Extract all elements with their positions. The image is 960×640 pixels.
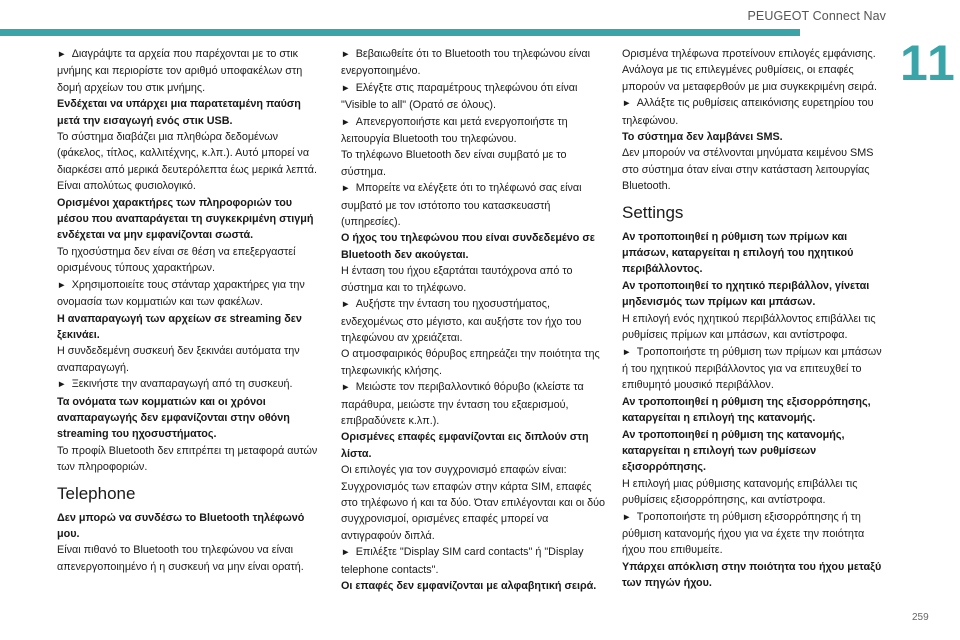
instruction-item: ► Μπορείτε να ελέγξετε ότι το τηλέφωνό σας είναι συμβατό με τον ιστότοπο του κατασκευαστή (υπηρεσίες). (341, 180, 609, 230)
question-text: Δεν μπορώ να συνδέσω το Bluetooth τηλέφωνό μου. (57, 511, 305, 540)
instruction-item: ► Βεβαιωθείτε ότι το Bluetooth του τηλεφώνου είναι ενεργοποιημένο. (341, 46, 609, 80)
question-text: Αν τροποποιηθεί η ρύθμιση της εξισορρόπησης, καταργείται η επιλογή της κατανομής. (622, 395, 871, 425)
column-1 (57, 46, 319, 575)
instruction-item: ► Επιλέξτε "Display SIM card contacts" ή "Display telephone contacts". (341, 544, 609, 578)
body-text: Το σύστημα διαβάζει μια πληθώρα δεδομένων (φάκελος, τίτλος, καλλιτέχνης, κ.λπ.). Αυτό μπορεί να διαρκέσει από μερικά δευτερόλεπτα έως μερικά λεπτά. (57, 131, 317, 176)
question-text: Το σύστημα δεν λαμβάνει SMS. (622, 131, 783, 144)
body-text: Η επιλογή μιας ρύθμισης κατανομής επιβάλλει τις ρυθμίσεις εξισορρόπησης, και αντίστροφα. (622, 477, 858, 507)
body-text: Η ένταση του ήχου εξαρτάται ταυτόχρονα από το σύστημα και το τηλέφωνο. (341, 265, 573, 294)
body-text: Ορισμένα τηλέφωνα προτείνουν επιλογές εμφάνισης. Ανάλογα με τις επιλεγμένες ρυθμίσεις, οι επαφές μπορούν να μεταφερθούν με μια συγκεκριμένη σειρά. (622, 48, 877, 93)
question-text: Ορισμένες επαφές εμφανίζονται εις διπλούν στη λίστα. (341, 431, 589, 460)
chapter-number: 11 (900, 35, 957, 91)
instruction-item: ► Αλλάξτε τις ρυθμίσεις απεικόνισης ευρετηρίου του τηλεφώνου. (622, 95, 884, 129)
instruction-item: ► Χρησιμοποιείτε τους στάνταρ χαρακτήρες για την ονομασία των κομματιών και των φακέλων. (57, 277, 319, 311)
body-text: Είναι απολύτως φυσιολογικό. (57, 180, 196, 193)
question-text: Τα ονόματα των κομματιών και οι χρόνοι αναπαραγωγής δεν εμφανίζονται στην οθόνη streaming του ηχοσυστήματος. (57, 395, 290, 441)
body-text: Δεν μπορούν να στέλνονται μηνύματα κειμένου SMS στο σύστημα όταν είναι στην κατάσταση λειτουργίας Bluetooth. (622, 147, 874, 193)
question-text: Ορισμένοι χαρακτήρες των πληροφοριών του μέσου που αναπαράγεται τη συγκεκριμένη στιγμή ενδέχεται να μην εμφανίζονται σωστά. (57, 196, 314, 242)
section-heading: Settings (622, 202, 684, 222)
body-text: Είναι πιθανό το Bluetooth του τηλεφώνου να είναι απενεργοποιημένο ή η συσκευή να μην είναι ορατή. (57, 544, 304, 573)
instruction-item: ► Αυξήστε την ένταση του ηχοσυστήματος, ενδεχομένως στο μέγιστο, και αυξήστε τον ήχο του τηλεφώνου αν χρειάζεται. (341, 296, 609, 346)
body-text: Οι επιλογές για τον συγχρονισμό επαφών είναι: Συγχρονισμός των επαφών στην κάρτα SIM, επαφές στο τηλέφωνο ή και τα δύο. Όταν επιλέγονται και οι δύο συγχρονισμοί, ορισμένες επαφές μπορεί να αντιγραφούν διπλά. (341, 464, 606, 542)
instruction-item: ► Ξεκινήστε την αναπαραγωγή από τη συσκευή. (57, 376, 319, 393)
question-text: Οι επαφές δεν εμφανίζονται με αλφαβητική σειρά. (341, 580, 597, 592)
body-text: Ο ατμοσφαιρικός θόρυβος επηρεάζει την ποιότητα της τηλεφωνικής κλήσης. (341, 348, 600, 377)
body-text: Το τηλέφωνο Bluetooth δεν είναι συμβατό με το σύστημα. (341, 149, 567, 178)
page-number: 259 (912, 612, 929, 623)
section-heading: Telephone (57, 483, 136, 503)
question-text: Ο ήχος του τηλεφώνου που είναι συνδεδεμένο σε Bluetooth δεν ακούγεται. (341, 232, 595, 261)
question-text: Αν τροποποιηθεί το ηχητικό περιβάλλον, γίνεται μηδενισμός των πρίμων και μπάσων. (622, 279, 870, 309)
instruction-item: ► Τροποποιήστε τη ρύθμιση των πρίμων και μπάσων ή του ηχητικού περιβάλλοντος για να επιτευχθεί το επιθυμητό μουσικό περιβάλλον. (622, 344, 884, 394)
body-text: Η συνδεδεμένη συσκευή δεν ξεκινάει αυτόματα την αναπαραγωγή. (57, 345, 300, 374)
instruction-item: ► Απενεργοποιήστε και μετά ενεργοποιήστε τη λειτουργία Bluetooth του τηλεφώνου. (341, 114, 609, 148)
header-accent-bar (0, 29, 800, 36)
question-text: Αν τροποποιηθεί η ρύθμιση της κατανομής, καταργείται η επιλογή των ρυθμίσεων εξισορρόπησης. (622, 428, 845, 474)
column-2 (341, 46, 609, 594)
header-title: PEUGEOT Connect Nav (747, 9, 886, 23)
instruction-item: ► Διαγράψτε τα αρχεία που παρέχονται με το στικ μνήμης και περιορίστε τον αριθμό υποφακέλων στη δομή αρχείων του στικ μνήμης. (57, 46, 319, 96)
question-text: Ενδέχεται να υπάρχει μια παρατεταμένη παύση μετά την εισαγωγή ενός στικ USB. (57, 98, 301, 127)
instruction-item: ► Μειώστε τον περιβαλλοντικό θόρυβο (κλείστε τα παράθυρα, μειώστε την ένταση του εξαερισμού, επιβραδύνετε κ.λπ.). (341, 379, 609, 429)
instruction-item: ► Τροποποιήστε τη ρύθμιση εξισορρόπησης ή τη ρύθμιση κατανομής ήχου για να έχετε την ποιότητα ήχου που επιθυμείτε. (622, 509, 884, 559)
body-text: Το ηχοσύστημα δεν είναι σε θέση να επεξεργαστεί ορισμένους τύπους χαρακτήρων. (57, 245, 296, 275)
question-text: Η αναπαραγωγή των αρχείων σε streaming δεν ξεκινάει. (57, 312, 302, 341)
body-text: Το προφίλ Bluetooth δεν επιτρέπει τη μεταφορά αυτών των πληροφοριών. (57, 444, 318, 474)
body-text: Η επιλογή ενός ηχητικού περιβάλλοντος επιβάλλει τις ρυθμίσεις πρίμων και μπάσων, και αντίστροφα. (622, 312, 876, 342)
instruction-item: ► Ελέγξτε στις παραμέτρους τηλεφώνου ότι είναι "Visible to all" (Ορατό σε όλους). (341, 80, 609, 114)
question-text: Υπάρχει απόκλιση στην ποιότητα του ήχου μεταξύ των πηγών ήχου. (622, 560, 882, 590)
column-3 (622, 46, 884, 592)
question-text: Αν τροποποιηθεί η ρύθμιση των πρίμων και μπάσων, καταργείται η επιλογή του ηχητικού περιβάλλοντος. (622, 230, 854, 276)
